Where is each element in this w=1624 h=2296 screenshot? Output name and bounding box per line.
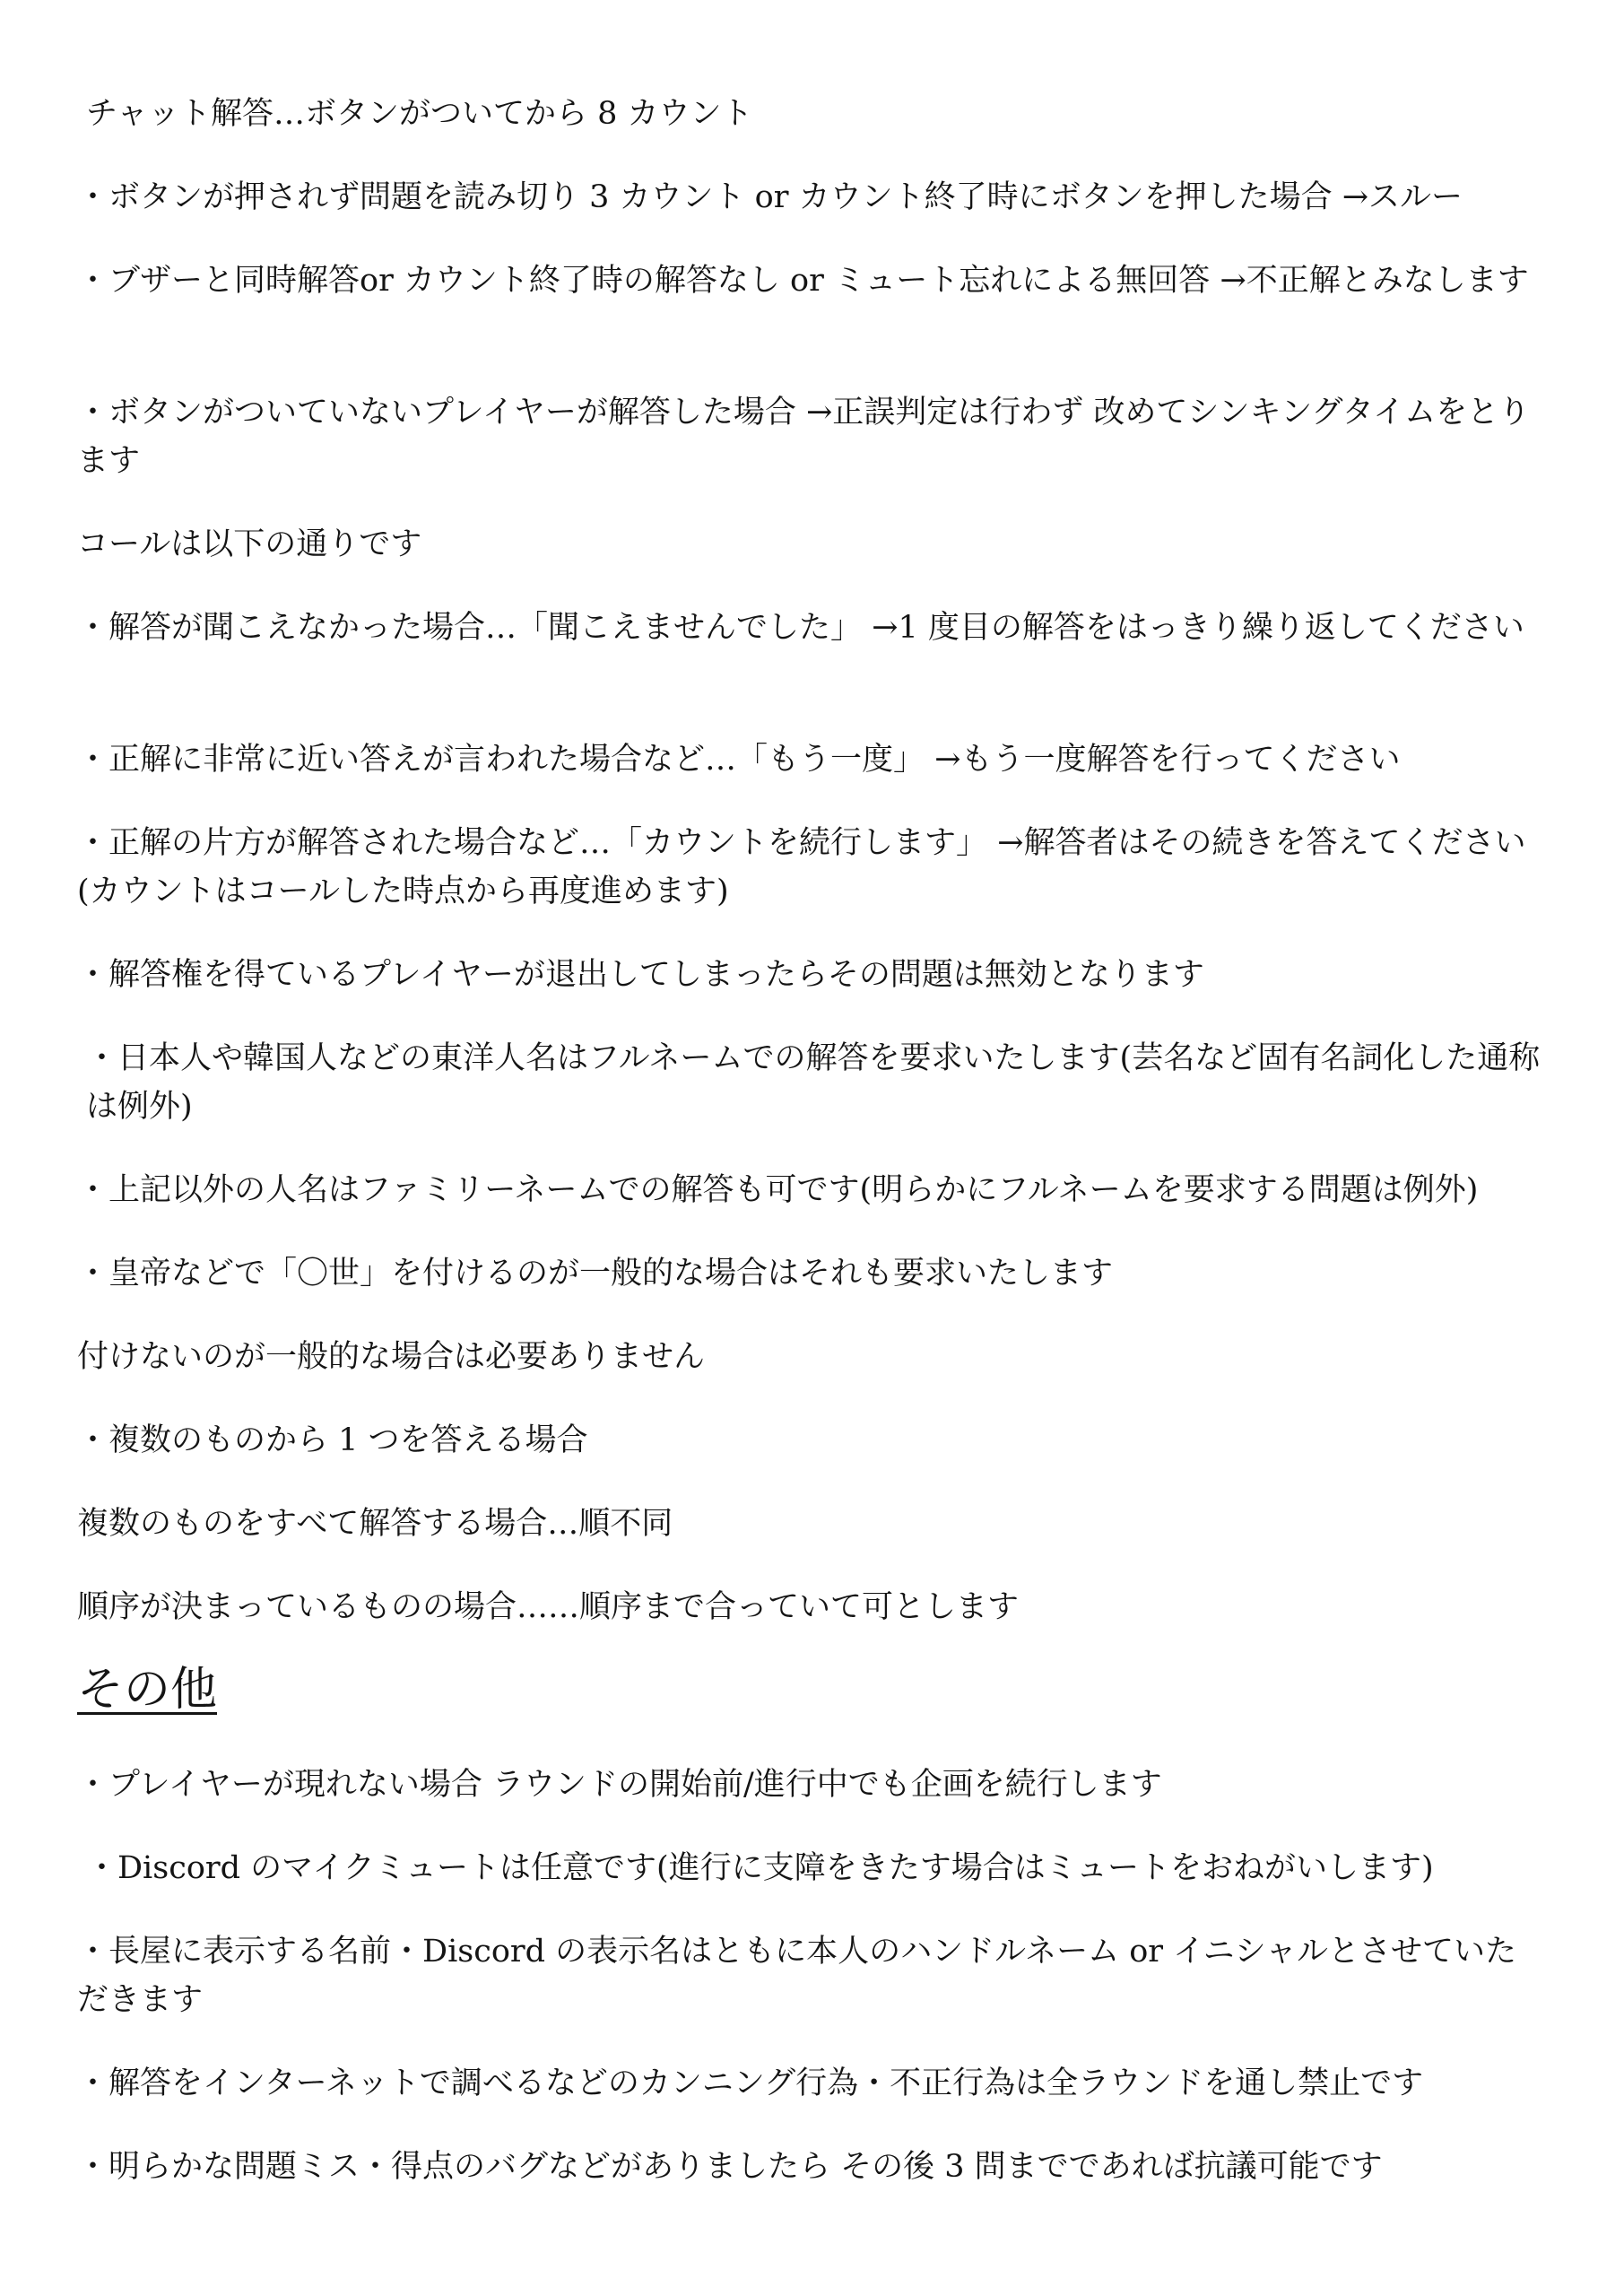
paragraph-absent-player: ・プレイヤーが現れない場合 ラウンドの開始前/進行中でも企画を続行します [77,1767,1162,1803]
section-heading-other: その他 [77,1663,218,1717]
paragraph-call-intro: コールは以下の通りです [77,526,422,562]
paragraph-call-continue-count: ・正解の片方が解答された場合など…「カウントを続行します」 →解答者はその続きを答えてください (カウントはコールした時点から再度進めます) [77,825,1526,909]
paragraph-answer-one-of-many: ・複数のものから 1 つを答える場合 [77,1422,588,1458]
paragraph-other-names: ・上記以外の人名はファミリーネームでの解答も可です(明らかにフルネームを要求する問題は例外) [77,1172,1479,1208]
paragraph-unbuzzed-player-rule: ・ボタンがついていないプレイヤーが解答した場合 →正誤判定は行わず 改めてシンキングタイムをとります [77,395,1531,479]
paragraph-discord-mute: ・Discord のマイクミュートは任意です(進行に支障をきたす場合はミュートをおねがいします) [86,1850,1434,1886]
paragraph-display-name: ・長屋に表示する名前・Discord の表示名はともに本人のハンドルネーム or イニシャルとさせていただきます [77,1934,1517,2018]
paragraph-chat-answer-count: チャット解答…ボタンがついてから 8 カウント [86,96,753,132]
paragraph-call-not-heard: ・解答が聞こえなかった場合…「聞こえませんでした」 →1 度目の解答をはっきり繰り返してください [77,610,1524,646]
paragraph-player-leaves: ・解答権を得ているプレイヤーが退出してしまったらその問題は無効となります [77,957,1204,993]
paragraph-incorrect-rule: ・ブザーと同時解答or カウント終了時の解答なし or ミュート忘れによる無回答 →不正解とみなします [77,263,1529,299]
paragraph-through-rule: ・ボタンが押されず問題を読み切り 3 カウント or カウント終了時にボタンを押した場合 →スルー [77,179,1463,215]
paragraph-call-once-more: ・正解に非常に近い答えが言われた場合など…「もう一度」 →もう一度解答を行ってください [77,742,1401,778]
paragraph-eastern-names: ・日本人や韓国人などの東洋人名はフルネームでの解答を要求いたします(芸名など固有名詞化した通称は例外) [86,1040,1541,1125]
paragraph-protest-rule: ・明らかな問題ミス・得点のバグなどがありましたら その後 3 問までであれば抗議可能です [77,2149,1383,2185]
paragraph-no-cheating: ・解答をインターネットで調べるなどのカンニング行為・不正行為は全ラウンドを通し禁止です [77,2066,1424,2101]
paragraph-answer-in-order: 順序が決まっているものの場合……順序まで合っていて可とします [77,1589,1020,1625]
paragraph-numbering-not-needed: 付けないのが一般的な場合は必要ありません [77,1339,706,1375]
paragraph-answer-all-any-order: 複数のものをすべて解答する場合…順不同 [77,1506,673,1542]
paragraph-emperor-numbering: ・皇帝などで「〇世」を付けるのが一般的な場合はそれも要求いたします [77,1256,1114,1292]
